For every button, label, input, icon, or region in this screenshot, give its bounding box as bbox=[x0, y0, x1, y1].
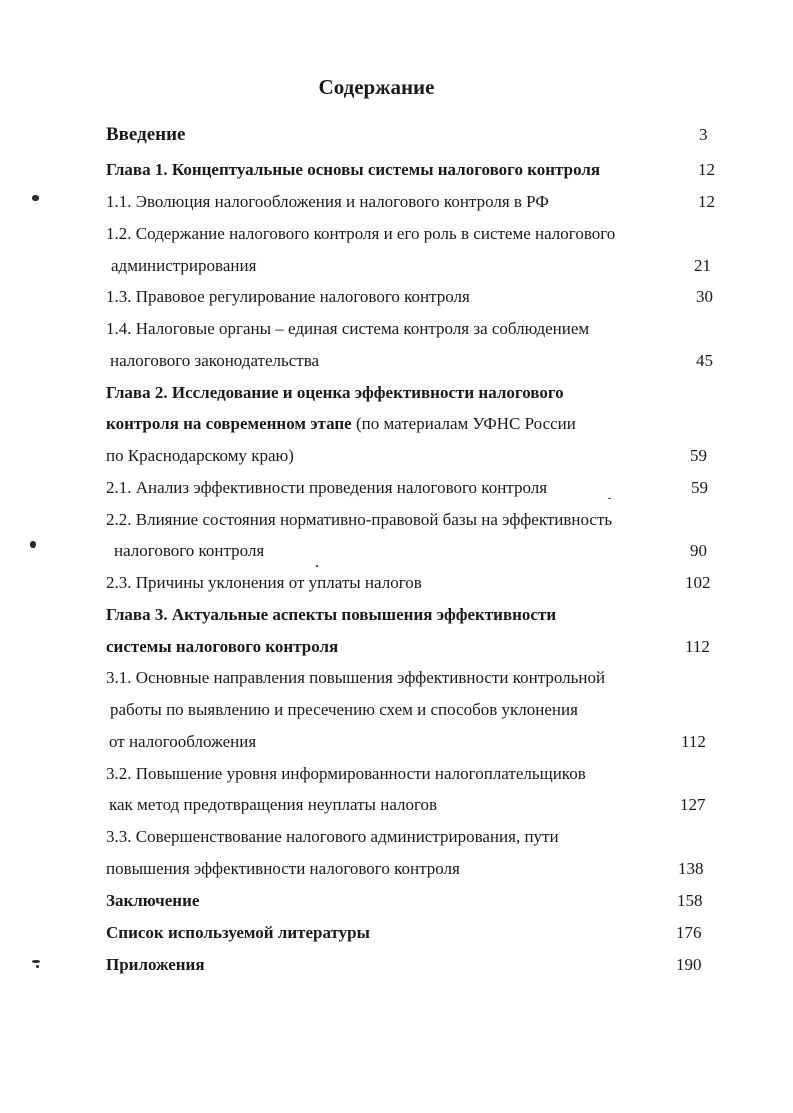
page-title: Содержание bbox=[318, 75, 435, 99]
toc-page-number: 138 bbox=[678, 859, 704, 878]
toc-page-number: 12 bbox=[698, 192, 715, 211]
toc-page-number: 45 bbox=[696, 351, 713, 370]
toc-entry-1-2: 1.2. Содержание налогового контроля и его роль в системе налогового bbox=[106, 224, 616, 243]
toc-entry-3-1: 3.1. Основные направления повышения эффективности контрольной bbox=[106, 668, 606, 687]
toc-page-number: 190 bbox=[676, 955, 702, 974]
toc-entry-3-3-cont: повышения эффективности налогового контроля bbox=[106, 859, 460, 878]
toc-page-number: 158 bbox=[677, 891, 703, 910]
toc-entry-2-2: 2.2. Влияние состояния нормативно-правовой базы на эффективность bbox=[106, 510, 613, 529]
toc-entry-3-3: 3.3. Совершенствование налогового администрирования, пути bbox=[106, 827, 559, 846]
toc-page-number: 12 bbox=[698, 160, 715, 179]
toc-entry-chapter-3-cont: системы налогового контроля bbox=[106, 637, 339, 656]
toc-entry-3-1-cont: работы по выявлению и пресечению схем и способов уклонения bbox=[110, 700, 578, 719]
scan-speck bbox=[30, 541, 36, 548]
scan-speck bbox=[32, 960, 40, 963]
toc-entry-1-3: 1.3. Правовое регулирование налогового контроля bbox=[106, 287, 470, 306]
scan-speck bbox=[316, 565, 318, 567]
toc-page-number: 59 bbox=[691, 478, 708, 497]
toc-entry-chapter-3: Глава 3. Актуальные аспекты повышения эффективности bbox=[106, 605, 557, 624]
toc-entry-1-4: 1.4. Налоговые органы – единая система контроля за соблюдением bbox=[106, 319, 590, 338]
toc-page-number: 59 bbox=[690, 446, 707, 465]
toc-page-number: 3 bbox=[699, 125, 708, 144]
toc-entry-chapter-2-note: (по материалам УФНС России bbox=[351, 414, 576, 433]
toc-entry-chapter-2-bold: контроля на современном этапе bbox=[106, 414, 352, 433]
toc-entry-2-3: 2.3. Причины уклонения от уплаты налогов bbox=[106, 573, 422, 592]
toc-page-number: 127 bbox=[680, 795, 706, 814]
toc-entry-chapter-1: Глава 1. Концептуальные основы системы налогового контроля bbox=[106, 160, 601, 179]
toc-entry-1-1: 1.1. Эволюция налогообложения и налогового контроля в РФ bbox=[106, 192, 549, 211]
toc-entry-3-2: 3.2. Повышение уровня информированности налогоплательщиков bbox=[106, 764, 586, 783]
toc-entry-2-1: 2.1. Анализ эффективности проведения налогового контроля bbox=[106, 478, 548, 497]
toc-entry-3-2-cont: как метод предотвращения неуплаты налогов bbox=[109, 795, 438, 814]
toc-entry-conclusion: Заключение bbox=[106, 891, 200, 910]
toc-page-number: 90 bbox=[690, 541, 707, 560]
scan-speck bbox=[608, 498, 611, 499]
toc-page-number: 21 bbox=[694, 256, 711, 275]
toc-page-number: 112 bbox=[685, 637, 710, 656]
toc-page-number: 102 bbox=[685, 573, 711, 592]
toc-page-number: 30 bbox=[696, 287, 713, 306]
toc-page-number: 176 bbox=[676, 923, 702, 942]
scan-speck bbox=[36, 965, 39, 968]
toc-entry-introduction: Введение bbox=[106, 124, 186, 145]
toc-page-number: 112 bbox=[681, 732, 706, 751]
toc-entry-chapter-2: Глава 2. Исследование и оценка эффективности налогового bbox=[106, 383, 564, 402]
toc-entry-appendices: Приложения bbox=[106, 955, 205, 974]
toc-entry-chapter-2-cont2: по Краснодарскому краю) bbox=[106, 446, 294, 465]
toc-entry-3-1-cont2: от налогообложения bbox=[109, 732, 257, 751]
toc-entry-2-2-cont: налогового контроля bbox=[114, 541, 265, 560]
scan-speck bbox=[32, 195, 39, 201]
toc-entry-1-4-cont: налогового законодательства bbox=[110, 351, 320, 370]
toc-entry-chapter-2-cont bbox=[106, 413, 576, 435]
toc-entry-1-2-cont: администрирования bbox=[111, 256, 257, 275]
toc-entry-bibliography: Список используемой литературы bbox=[106, 923, 370, 942]
